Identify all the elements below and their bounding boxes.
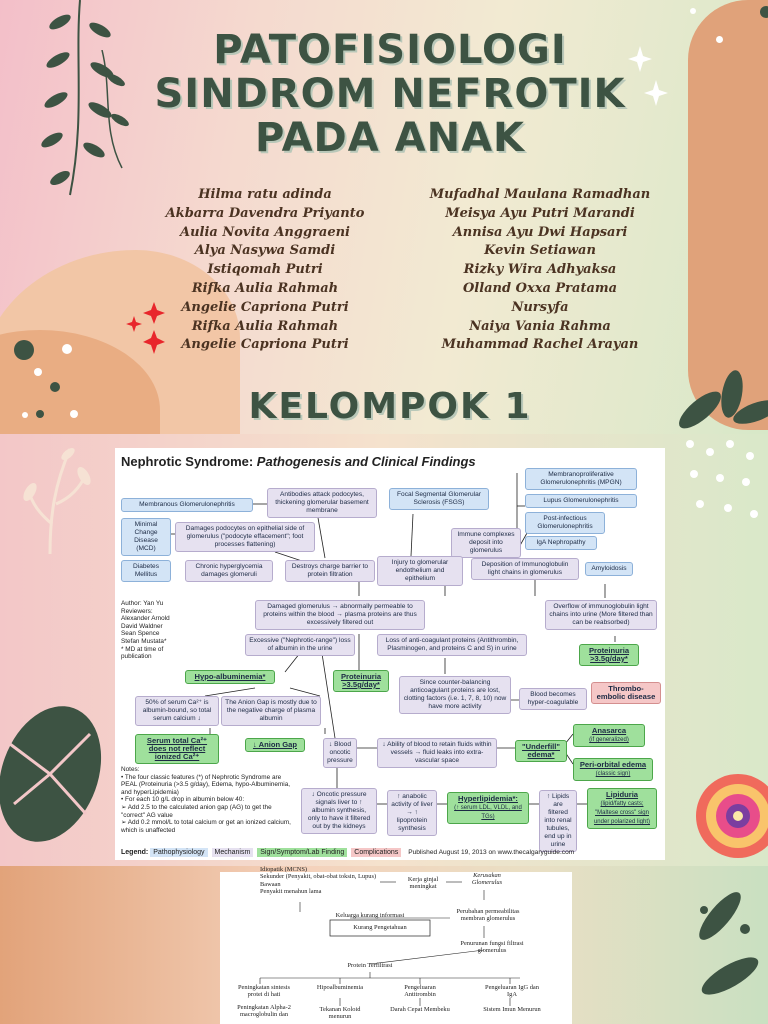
box-injury: Injury to glomerular endothelium and epithelium [377, 556, 463, 586]
box-lupus: Lupus Glomerulonephritis [525, 494, 637, 508]
flow-protein-synthesis: Peningkatan sintesis protei di hati [237, 984, 290, 999]
member-name: Kevin Setiawan [484, 243, 596, 259]
box-excessive-loss: Excessive ("Nephrotic-range") loss of albumin in the urine [245, 634, 355, 656]
vine-leaves-small-icon [92, 50, 142, 170]
flow-family-info: Keluarga kurang informasi [335, 912, 405, 919]
box-anabolic: ↑ anabolic activity of liver → ↑ lipoprotein synthesis [387, 790, 437, 836]
box-permeable: Damaged glomerulus → abnormally permeable to proteins within the blood → plasma proteins are thus excessively filtered out [255, 600, 425, 630]
flow-colloid-pressure: Tekanan Koloid menurun [319, 1006, 361, 1021]
title-line-1: PATOFISIOLOGI [213, 27, 567, 73]
title-line-2: SINDROM NEFROTIK [154, 71, 626, 117]
finding-hyperlipidemia [447, 792, 529, 824]
flowchart-slide [0, 866, 768, 1024]
flow-causes: Idiopatik (MCNS) Sekunder (Penyakit, obat-obat toksin, Lupus) Bawaan Penyakit menahun lama [260, 866, 377, 896]
page-title [150, 28, 630, 160]
box-overflow: Overflow of immunoglobulin light chains into urine (More filtered than can be reabsorbed) [545, 600, 657, 630]
chart-title-italic: Pathogenesis and Clinical Findings [256, 454, 476, 469]
leaves-icon [670, 350, 768, 434]
decor-dot [36, 410, 44, 418]
member-list-right [420, 186, 660, 355]
box-oncotic: ↓ Blood oncotic pressure [323, 738, 357, 768]
member-name: Rizky Wira Adhyaksa [463, 262, 617, 278]
member-name: Hilma ratu adinda [198, 187, 332, 202]
box-mpgn: Membranoproliferative Glomerulonephritis (MPGN) [525, 468, 637, 490]
box-anion-gap-cause: The Anion Gap is mostly due to the negative charge of plasma albumin [221, 696, 321, 726]
box-hyperglycemia: Chronic hyperglycemia damages glomeruli [185, 560, 273, 582]
box-postinfectious: Post-infectious Glomerulonephritis [525, 512, 605, 534]
nephrotic-syndrome-chart [115, 448, 665, 860]
member-name: Rifka Aulia Rahmah [191, 280, 339, 296]
member-name: Annisa Ayu Dwi Hapsari [452, 224, 628, 240]
finding-anasarca [573, 724, 645, 747]
box-clotting: Since counter-balancing anticoagulant proteins are lost, clotting factors (i.e. 1, 7, 8, 10) now have more activity [399, 676, 511, 714]
sparkle-icon [628, 46, 672, 110]
flow-permeability: Perubahan permeabilitas membran glomerulus [456, 908, 520, 923]
member-name: Akbarra Davendra Priyanto [165, 205, 365, 221]
decor-dot [34, 368, 42, 376]
flow-alpha2: Peningkatan Alpha-2 macroglobulin dan [237, 1004, 291, 1019]
box-oncotic-signal: ↓ Oncotic pressure signals liver to ↑ albumin synthesis, only to have it filtered out by the kidneys [301, 788, 377, 834]
pathophysiology-slide [0, 434, 768, 866]
legend-mechanism: Mechanism [212, 848, 254, 857]
finding-periorbital-label: Peri-orbital edema [579, 760, 647, 769]
flow-lack-knowledge: Kurang Pengetahuan [353, 924, 407, 931]
leaves-icon [680, 876, 768, 1016]
finding-anion-gap: ↓ Anion Gap [245, 738, 305, 752]
box-podocytes: Damages podocytes on epithelial side of glomerulus ("podocyte effacement"; foot processes flattening) [175, 522, 315, 552]
member-name: Muhammad Rachel Arayan [441, 337, 639, 353]
finding-underfill-edema: "Underfill" edema* [515, 740, 567, 762]
flow-filtration-decline: Penurunan fungsi filtrasi glomerulus [460, 940, 524, 955]
box-membranous: Membranous Glomerulonephritis [121, 498, 253, 512]
title-line-3: PADA ANAK [254, 115, 526, 161]
member-list-left [160, 186, 370, 355]
box-iga: IgA Nephropathy [525, 536, 597, 550]
decor-dot [50, 382, 60, 392]
chart-legend [121, 849, 579, 856]
chart-notes: Notes: • The four classic features (*) of Nephrotic Syndrome are PEAL (Proteinuria (>3.5 g/day), Edema, hypo-Albuminemia, and hyperLipidemia) • For each 10 g/L drop in albumin below 40: ➢ Add 2.5 to the calculated anion gap (AG) to get the "correct" AG value ➢ Add 0.2 mmol/L to total calcium or get an ionized calcium, which is unaffected [121, 766, 291, 834]
finding-lipiduria-label: Lipiduria [605, 790, 639, 799]
finding-lipiduria [587, 788, 657, 829]
chart-title-plain: Nephrotic Syndrome: [121, 454, 257, 469]
box-fluid-leak: ↓ Ability of blood to retain fluids within vessels → fluid leaks into extra-vascular space [377, 738, 497, 768]
legend-pathophysiology: Pathophysiology [150, 848, 207, 857]
box-diabetes: Diabetes Mellitus [121, 560, 171, 582]
finding-anasarca-label: Anasarca [591, 726, 627, 735]
finding-hypoalbuminemia: Hypo-albuminemia* [185, 670, 275, 684]
flow-immune-down: Sistem Imun Menurun [483, 1006, 541, 1013]
finding-total-calcium: Serum total Ca²⁺ does not reflect ionized Ca²⁺ [135, 734, 219, 764]
finding-hyperlipidemia-note: (↑ serum LDL, VLDL, and TGs) [454, 805, 522, 820]
decor-dot [22, 412, 28, 418]
box-mcd: Minimal Change Disease (MCD) [121, 518, 171, 556]
mandala-flower-icon [676, 764, 768, 864]
finding-periorbital-note: (classic sign) [595, 771, 631, 777]
finding-proteinuria: Proteinuria >3.5g/day* [333, 670, 389, 692]
member-name: Angelie Capriona Putri [181, 337, 349, 353]
flow-glomerulus-damage: Kerusakan Glomerulus [471, 872, 503, 887]
published-note: Published August 19, 2013 on www.thecalgaryguide.com [408, 849, 575, 856]
finding-hyperlipidemia-label: Hyperlipidemia*: [458, 794, 518, 803]
legend-label: Legend: [121, 849, 149, 856]
decor-dot [70, 410, 78, 418]
box-fsgs: Focal Segmental Glomerular Sclerosis (FSGS) [389, 488, 489, 510]
decor-dot [62, 344, 72, 354]
finding-proteinuria-right: Proteinuria >3.5g/day* [579, 644, 639, 666]
box-lipids-filtered: ↑ Lipids are filtered into renal tubules, end up in urine [539, 790, 577, 852]
flow-hypoalbuminemia: Hipoalbuminemia [316, 984, 364, 991]
decor-dot [14, 340, 34, 360]
decor-dot [716, 36, 723, 43]
flowchart-image [220, 866, 572, 1024]
decor-dot [690, 8, 696, 14]
member-name: Mufadhal Maulana Ramadhan [429, 187, 651, 202]
member-name: Alya Nasywa Samdi [194, 243, 336, 259]
box-destroys-barrier: Destroys charge barrier to protein filtration [285, 560, 375, 582]
flow-antithrombin: Pengeluaran Antitrombin [404, 984, 436, 999]
dotted-pattern-icon [680, 434, 768, 574]
decor-dot [700, 906, 708, 914]
member-name: Nursyfa [511, 299, 569, 315]
flow-igg-iga: Pengeluaran IgG dan IgA [485, 984, 539, 999]
member-name: Rifka Aulia Rahmah [191, 318, 339, 334]
member-name: Aulia Novita Anggraeni [179, 224, 350, 240]
fern-leaves-icon [10, 444, 100, 564]
member-name: Istiqomah Putri [207, 262, 323, 278]
member-name: Naiya Vania Rahma [469, 318, 611, 334]
flow-kidney-work: Kerja ginjal meningkat [407, 876, 439, 891]
box-hypercoagulable: Blood becomes hyper-coagulable [519, 688, 587, 710]
finding-anasarca-note: (if generalized) [589, 737, 629, 743]
box-anticoagulant-loss: Loss of anti-coagulant proteins (Antithrombin, Plasminogen, and proteins C and S) in urine [377, 634, 527, 656]
flow-blood-clots: Darah Cepat Membeku [390, 1006, 450, 1013]
legend-complications: Complications [351, 848, 401, 857]
finding-periorbital-edema [573, 758, 653, 781]
chart-author: Author: Yan Yu Reviewers: Alexander Arnold David Waldner Sean Spence Stefan Mustata* * MD at time of publication [121, 600, 170, 661]
finding-lipiduria-note: (lipid/fatty casts; "Maltese cross" sign under polarized light) [593, 801, 651, 825]
decor-dot [760, 6, 768, 18]
member-name: Meisya Ayu Putri Marandi [445, 205, 635, 221]
box-antibodies: Antibodies attack podocytes, thickening glomerular basement membrane [267, 488, 377, 518]
box-immune: Immune complexes deposit into glomerulus [451, 528, 521, 558]
legend-sign-symptom: Sign/Symptom/Lab Finding [257, 848, 347, 857]
member-name: Olland Oxxa Pratama [462, 280, 618, 296]
member-name: Angelie Capriona Putri [181, 299, 349, 315]
box-amyloidosis: Amyloidosis [585, 562, 633, 576]
title-slide [0, 0, 768, 434]
group-label: KELOMPOK 1 [248, 386, 532, 427]
complication-thromboembolic: Thrombo-embolic disease [591, 682, 661, 704]
box-deposition: Deposition of Immunoglobulin light chains in glomerulus [471, 558, 579, 580]
decor-dot [740, 924, 750, 934]
monstera-leaf-icon [0, 684, 110, 854]
flow-protein-filtered: Protein Terfiltrasi [347, 962, 393, 969]
box-serum-calcium: 50% of serum Ca²⁺ is albumin-bound, so total serum calcium ↓ [135, 696, 219, 726]
